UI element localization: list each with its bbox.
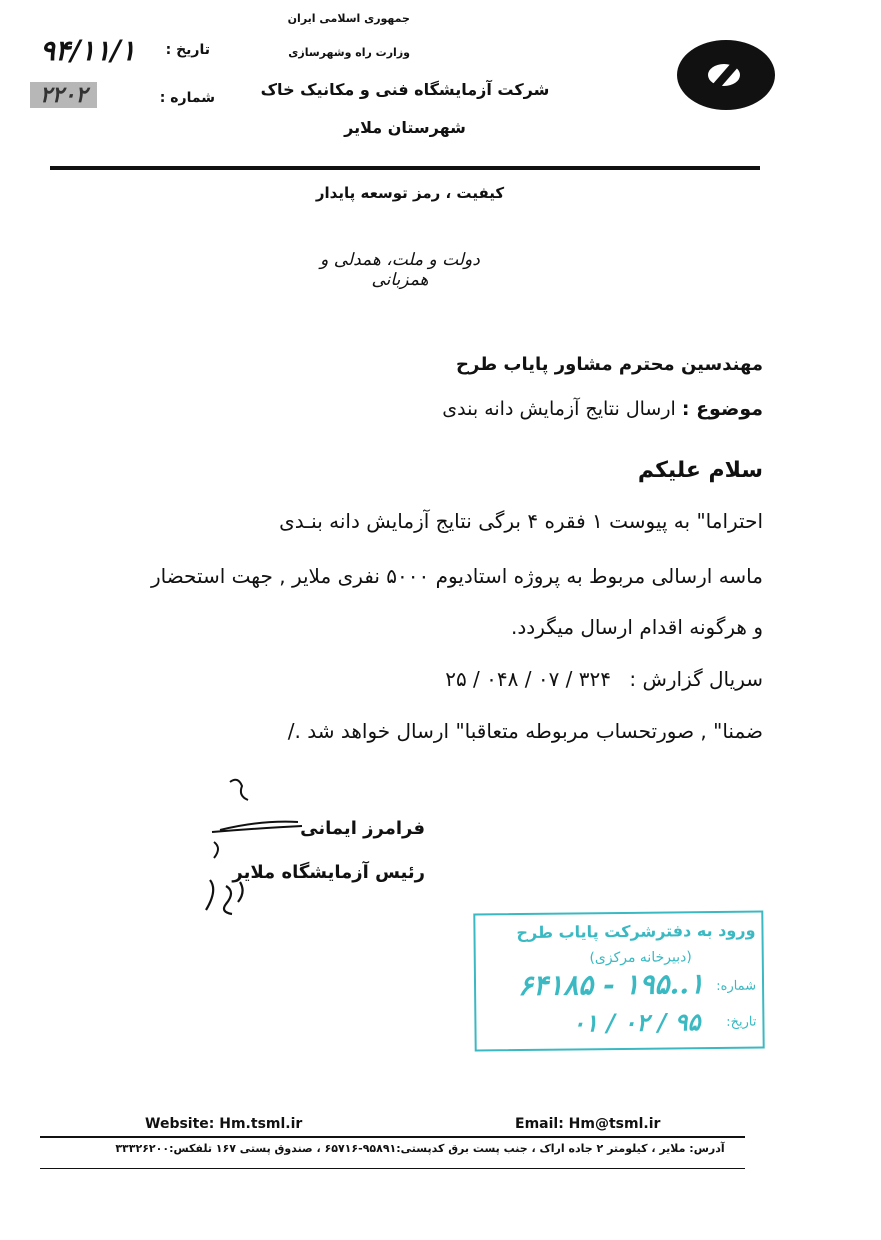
stamp-line-1: ورود به دفترشرکت پایاب طرح (516, 920, 756, 943)
signatory-name: فرامرز ایمانی (300, 818, 425, 839)
receipt-stamp (473, 910, 764, 1051)
footer-divider-top (40, 1136, 745, 1138)
header-republic: جمهوری اسلامی ایران (287, 12, 410, 25)
number-label: شماره : (159, 90, 215, 106)
subject-line (442, 398, 763, 420)
greeting: سلام علیکم (637, 458, 763, 483)
number-field (30, 82, 215, 118)
number-value: ۲۲۰۲ (30, 82, 97, 108)
handwritten-signature (200, 770, 320, 930)
signatory-title: رئیس آزمایشگاه ملایر (232, 862, 425, 883)
note-line: ضمنا" , صورتحساب مربوطه متعاقبا" ارسال خواهد شد ./ (287, 719, 763, 743)
date-label: تاریخ : (165, 42, 210, 58)
header-company: شرکت آزمایشگاه فنی و مکانیک خاک (260, 80, 550, 99)
recipient: مهندسین محترم مشاور پایاب طرح (456, 354, 763, 375)
slogan: دولت و ملت، همدلی و همزبانی (320, 250, 480, 290)
subject-label: موضوع : (681, 398, 763, 420)
stamp-line-2: (دبیرخانه مرکزی) (589, 949, 692, 967)
serial-label: سریال گزارش : (629, 667, 763, 691)
header-city: شهرستان ملایر (344, 118, 466, 137)
serial-line (445, 664, 763, 694)
motto: کیفیت ، رمز توسعه پایدار (315, 184, 505, 202)
date-value: ۹۴/۱۱/۱ (40, 34, 136, 67)
footer-address: آدرس: ملایر ، کیلومتر ۲ جاده اراک ، جنب پست برق کدپستی:۹۵۸۹۱-۶۵۷۱۶ ، صندوق پستی ۱۶۷ تلفکس:۳۳۳۲۶۲۰۰ (115, 1142, 725, 1155)
footer-website: Website: Hm.tsml.ir (145, 1116, 303, 1132)
stamp-date-value: ۹۵ / ۰۲ / ۰۱ (571, 1007, 701, 1038)
body-line-2: ماسه ارسالی مربوط به پروژه استادیوم ۵۰۰۰ نفری ملایر , جهت استحضار (150, 564, 763, 588)
footer-divider-bottom (40, 1168, 745, 1169)
subject-value: ارسال نتایج آزمایش دانه بندی (442, 398, 676, 420)
footer-email: Email: Hm@tsml.ir (515, 1116, 661, 1132)
stamp-date-label: تاریخ: (726, 1014, 757, 1030)
serial-value: ۳۲۴ / ۰۷ / ۰۴۸ / ۲۵ (445, 667, 612, 691)
date-field (40, 34, 210, 66)
stamp-number-value: ۱..۱۹۵ - ۶۴۱۸۵ (517, 967, 705, 1003)
header-ministry: وزارت راه وشهرسازی (288, 46, 410, 59)
stamp-number-label: شماره: (716, 978, 757, 994)
organization-logo-icon (676, 38, 776, 112)
body-line-3: و هرگونه اقدام ارسال میگردد. (511, 615, 763, 639)
header-divider (50, 166, 760, 170)
body-line-1: احتراما" به پیوست ۱ فقره ۴ برگی نتایج آزمایش دانه بنـدی (279, 509, 763, 533)
